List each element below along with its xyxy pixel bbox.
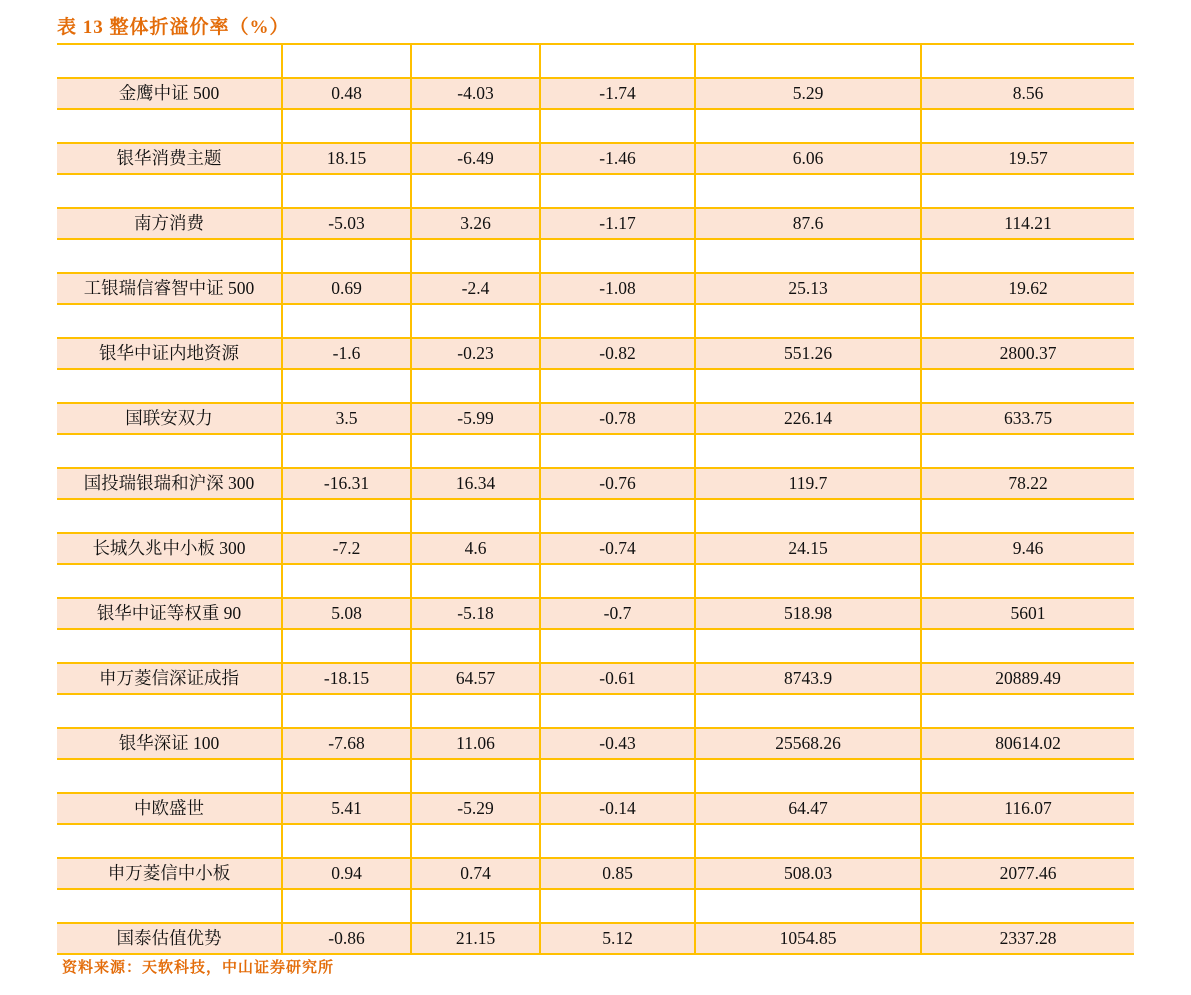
spacer-cell [281,305,410,337]
spacer-cell [281,435,410,467]
spacer-cell [920,760,1134,792]
value-cell: 24.15 [694,534,920,563]
spacer-cell [410,500,539,532]
spacer-cell [694,695,920,727]
value-cell: 633.75 [920,404,1134,433]
table-row [57,727,1134,760]
value-cell: 0.48 [281,79,410,108]
spacer-cell [920,565,1134,597]
spacer-cell [57,565,281,597]
spacer-cell [57,435,281,467]
value-cell: 0.85 [539,859,694,888]
spacer-cell [410,630,539,662]
value-cell: -0.7 [539,599,694,628]
spacer-cell [410,240,539,272]
spacer-cell [694,435,920,467]
spacer-cell [539,240,694,272]
header-cell [281,45,410,77]
spacer-cell [920,305,1134,337]
header-cell [57,45,281,77]
spacer-cell [539,695,694,727]
spacer-cell [57,240,281,272]
value-cell: 518.98 [694,599,920,628]
value-cell: 5.12 [539,924,694,953]
spacer-cell [281,630,410,662]
table-spacer-row [57,760,1134,792]
value-cell: -18.15 [281,664,410,693]
source-note: 资料来源：天软科技，中山证券研究所 [62,960,335,976]
value-cell: 25568.26 [694,729,920,758]
value-cell: 508.03 [694,859,920,888]
spacer-cell [694,240,920,272]
fund-name-cell: 中欧盛世 [134,797,204,818]
value-cell: -5.18 [410,599,539,628]
fund-name-cell: 银华中证等权重 90 [96,602,242,623]
table-row [57,792,1134,825]
fund-name-cell: 申万菱信深证成指 [99,667,239,688]
value-cell: 19.57 [920,144,1134,173]
table-row [57,337,1134,370]
value-cell: 0.94 [281,859,410,888]
spacer-cell [281,565,410,597]
value-cell: -0.23 [410,339,539,368]
spacer-cell [281,240,410,272]
value-cell: 64.47 [694,794,920,823]
header-cell [539,45,694,77]
table-spacer-row [57,890,1134,922]
spacer-cell [57,175,281,207]
value-cell: -1.46 [539,144,694,173]
value-cell: 20889.49 [920,664,1134,693]
value-cell: -4.03 [410,79,539,108]
spacer-cell [694,500,920,532]
spacer-cell [539,435,694,467]
value-cell: -5.03 [281,209,410,238]
spacer-cell [694,110,920,142]
spacer-cell [694,305,920,337]
spacer-cell [281,695,410,727]
table-row [57,207,1134,240]
spacer-cell [410,435,539,467]
discount-premium-table [57,43,1134,955]
value-cell: -1.17 [539,209,694,238]
value-cell: 5.08 [281,599,410,628]
fund-name-cell: 银华消费主题 [116,147,222,168]
value-cell: 0.74 [410,859,539,888]
spacer-cell [539,370,694,402]
table-header-row [57,45,1134,77]
value-cell: -0.82 [539,339,694,368]
header-cell [694,45,920,77]
fund-name-cell: 工银瑞信睿智中证 500 [83,277,255,298]
value-cell: -5.99 [410,404,539,433]
value-cell: -7.68 [281,729,410,758]
table-spacer-row [57,240,1134,272]
spacer-cell [281,175,410,207]
value-cell: 4.6 [410,534,539,563]
value-cell: 87.6 [694,209,920,238]
spacer-cell [539,110,694,142]
value-cell: -0.74 [539,534,694,563]
header-cell [410,45,539,77]
value-cell: 551.26 [694,339,920,368]
spacer-cell [281,110,410,142]
value-cell: -1.74 [539,79,694,108]
table-row [57,597,1134,630]
value-cell: 5601 [920,599,1134,628]
fund-name-cell: 国泰估值优势 [116,927,222,948]
spacer-cell [281,890,410,922]
table-spacer-row [57,695,1134,727]
spacer-cell [410,110,539,142]
table-spacer-row [57,370,1134,402]
spacer-cell [281,370,410,402]
spacer-cell [694,565,920,597]
spacer-cell [539,175,694,207]
fund-name-cell: 国投瑞银瑞和沪深 300 [83,472,255,493]
table-row [57,662,1134,695]
fund-name-cell: 申万菱信中小板 [107,862,231,883]
table-spacer-row [57,175,1134,207]
value-cell: -0.14 [539,794,694,823]
spacer-cell [539,760,694,792]
spacer-cell [281,825,410,857]
table-row [57,857,1134,890]
spacer-cell [920,175,1134,207]
spacer-cell [694,760,920,792]
value-cell: 11.06 [410,729,539,758]
value-cell: 64.57 [410,664,539,693]
table-row [57,467,1134,500]
spacer-cell [694,370,920,402]
spacer-cell [920,435,1134,467]
table-spacer-row [57,825,1134,857]
value-cell: 5.41 [281,794,410,823]
value-cell: 114.21 [920,209,1134,238]
value-cell: 119.7 [694,469,920,498]
table-row [57,402,1134,435]
spacer-cell [57,760,281,792]
table-spacer-row [57,500,1134,532]
value-cell: 1054.85 [694,924,920,953]
spacer-cell [57,695,281,727]
value-cell: -0.61 [539,664,694,693]
value-cell: -16.31 [281,469,410,498]
value-cell: 3.26 [410,209,539,238]
spacer-cell [694,630,920,662]
table-spacer-row [57,630,1134,662]
spacer-cell [920,500,1134,532]
value-cell: -1.08 [539,274,694,303]
spacer-cell [281,500,410,532]
fund-name-cell: 长城久兆中小板 300 [92,537,246,558]
spacer-cell [410,890,539,922]
spacer-cell [410,695,539,727]
fund-name-cell: 银华深证 100 [118,732,220,753]
value-cell: -0.86 [281,924,410,953]
value-cell: 8.56 [920,79,1134,108]
spacer-cell [539,890,694,922]
spacer-cell [694,175,920,207]
value-cell: -0.78 [539,404,694,433]
value-cell: -0.76 [539,469,694,498]
table-spacer-row [57,110,1134,142]
value-cell: -2.4 [410,274,539,303]
value-cell: 5.29 [694,79,920,108]
spacer-cell [57,630,281,662]
spacer-cell [694,890,920,922]
spacer-cell [920,695,1134,727]
table-row [57,77,1134,110]
table-row [57,532,1134,565]
value-cell: 9.46 [920,534,1134,563]
value-cell: -6.49 [410,144,539,173]
spacer-cell [57,500,281,532]
value-cell: -7.2 [281,534,410,563]
spacer-cell [539,305,694,337]
table-row [57,272,1134,305]
spacer-cell [410,175,539,207]
spacer-cell [539,500,694,532]
value-cell: 25.13 [694,274,920,303]
table-spacer-row [57,305,1134,337]
spacer-cell [281,760,410,792]
header-cell [920,45,1134,77]
table-spacer-row [57,435,1134,467]
value-cell: 18.15 [281,144,410,173]
spacer-cell [694,825,920,857]
spacer-cell [539,565,694,597]
spacer-cell [920,890,1134,922]
spacer-cell [539,630,694,662]
spacer-cell [410,565,539,597]
value-cell: 16.34 [410,469,539,498]
spacer-cell [410,305,539,337]
spacer-cell [539,825,694,857]
value-cell: 2337.28 [920,924,1134,953]
value-cell: 226.14 [694,404,920,433]
spacer-cell [410,370,539,402]
spacer-cell [57,370,281,402]
value-cell: 2077.46 [920,859,1134,888]
spacer-cell [920,110,1134,142]
spacer-cell [920,240,1134,272]
value-cell: 8743.9 [694,664,920,693]
table-row [57,922,1134,955]
value-cell: 3.5 [281,404,410,433]
value-cell: 80614.02 [920,729,1134,758]
value-cell: 2800.37 [920,339,1134,368]
spacer-cell [57,890,281,922]
fund-name-cell: 金鹰中证 500 [118,82,220,103]
spacer-cell [57,825,281,857]
fund-name-cell: 南方消费 [134,212,204,233]
spacer-cell [57,110,281,142]
spacer-cell [920,630,1134,662]
value-cell: 21.15 [410,924,539,953]
value-cell: -5.29 [410,794,539,823]
value-cell: 6.06 [694,144,920,173]
table-spacer-row [57,565,1134,597]
value-cell: 78.22 [920,469,1134,498]
spacer-cell [410,760,539,792]
table-title: 表 13 整体折溢价率（%） [57,17,290,38]
fund-name-cell: 银华中证内地资源 [99,342,239,363]
spacer-cell [410,825,539,857]
table-row [57,142,1134,175]
value-cell: 0.69 [281,274,410,303]
value-cell: 116.07 [920,794,1134,823]
value-cell: 19.62 [920,274,1134,303]
value-cell: -1.6 [281,339,410,368]
value-cell: -0.43 [539,729,694,758]
spacer-cell [57,305,281,337]
fund-name-cell: 国联安双力 [125,407,213,428]
spacer-cell [920,370,1134,402]
spacer-cell [920,825,1134,857]
